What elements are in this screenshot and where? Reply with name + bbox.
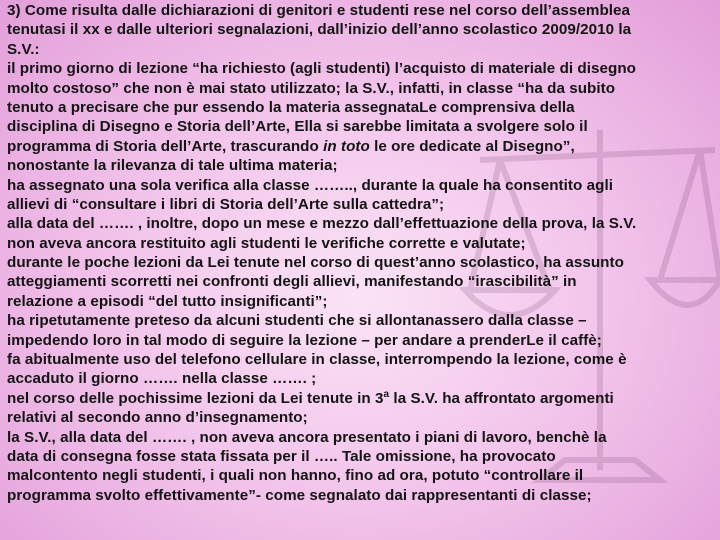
text-line-18: impedendo loro in tal modo di seguire la lezione – per andare a prenderLe il caffè; xyxy=(7,331,602,349)
italic-phrase: in toto xyxy=(323,137,370,155)
text-line-15: atteggiamenti scorretti nei confronti degli allievi, manifestando “irascibilità” in xyxy=(7,273,577,291)
text-line-9: nonostante la rilevanza di tale ultima materia; xyxy=(7,157,338,175)
text-line-8 xyxy=(7,137,717,156)
text-line-2: tenutasi il xx e dalle ulteriori segnalazioni, dall’inizio dell’anno scolastico 2009/2010 la xyxy=(7,21,632,39)
text-line-7: disciplina di Disegno e Storia dell’Arte, Ella si sarebbe limitata a svolgere solo il xyxy=(7,118,588,136)
text-line-11: allievi di “consultare i libri di Storia dell’Arte sulla cattedra”; xyxy=(7,195,445,213)
text-line-17: ha ripetutamente preteso da alcuni studenti che si allontanassero dalla classe – xyxy=(7,312,587,330)
text-line-4: il primo giorno di lezione “ha richiesto (agli studenti) l’acquisto di materiale di disegno xyxy=(7,60,637,78)
text-line-10: ha assegnato una sola verifica alla classe …….., durante la quale ha consentito agli xyxy=(7,176,613,194)
text-segment: nel corso delle pochissime lezioni da Lei tenute in 3 xyxy=(7,389,384,407)
text-line-24: data di consegna fosse stata fissata per il ….. Tale omissione, ha provocato xyxy=(7,447,556,465)
text-segment: le ore dedicate al Disegno”, xyxy=(369,137,575,155)
text-line-12: alla data del ……. , inoltre, dopo un mese e mezzo dall’effettuazione della prova, la S.V. xyxy=(7,215,637,233)
text-segment: la S.V. ha affrontato argomenti xyxy=(389,389,614,407)
text-line-1: 3) Come risulta dalle dichiarazioni di genitori e studenti rese nel corso dell’assemblea xyxy=(7,2,631,19)
text-line-14: durante le poche lezioni da Lei tenute nel corso di quest’anno scolastico, ha assunto xyxy=(7,254,624,272)
document-body xyxy=(7,1,717,505)
text-line-23: la S.V., alla data del ……. , non aveva ancora presentato i piani di lavoro, benchè la xyxy=(7,428,607,446)
text-line-25: malcontento negli studenti, i quali non hanno, fino ad ora, potuto “controllare il xyxy=(7,467,584,485)
text-line-20: accaduto il giorno ……. nella classe ……. ; xyxy=(7,370,317,388)
text-line-3: S.V.: xyxy=(7,40,40,58)
text-line-21 xyxy=(7,389,717,408)
text-line-16: relazione a episodi “del tutto insignificanti”; xyxy=(7,292,328,310)
text-line-22: relativi al secondo anno d’insegnamento; xyxy=(7,409,308,427)
superscript: a xyxy=(383,388,390,400)
text-line-5: molto costoso” che non è mai stato utilizzato; la S.V., infatti, in classe “ha da subito xyxy=(7,79,616,97)
text-segment: programma di Storia dell’Arte, trascurando xyxy=(7,137,324,155)
text-line-13: non aveva ancora restituito agli studenti le verifiche corrette e valutate; xyxy=(7,234,526,252)
text-line-26: programma svolto effettivamente”- come segnalato dai rappresentanti di classe; xyxy=(7,486,592,504)
text-line-6: tenuto a precisare che pur essendo la materia assegnataLe comprensiva della xyxy=(7,98,575,116)
text-line-19: fa abitualmente uso del telefono cellulare in classe, interrompendo la lezione, come è xyxy=(7,351,627,369)
